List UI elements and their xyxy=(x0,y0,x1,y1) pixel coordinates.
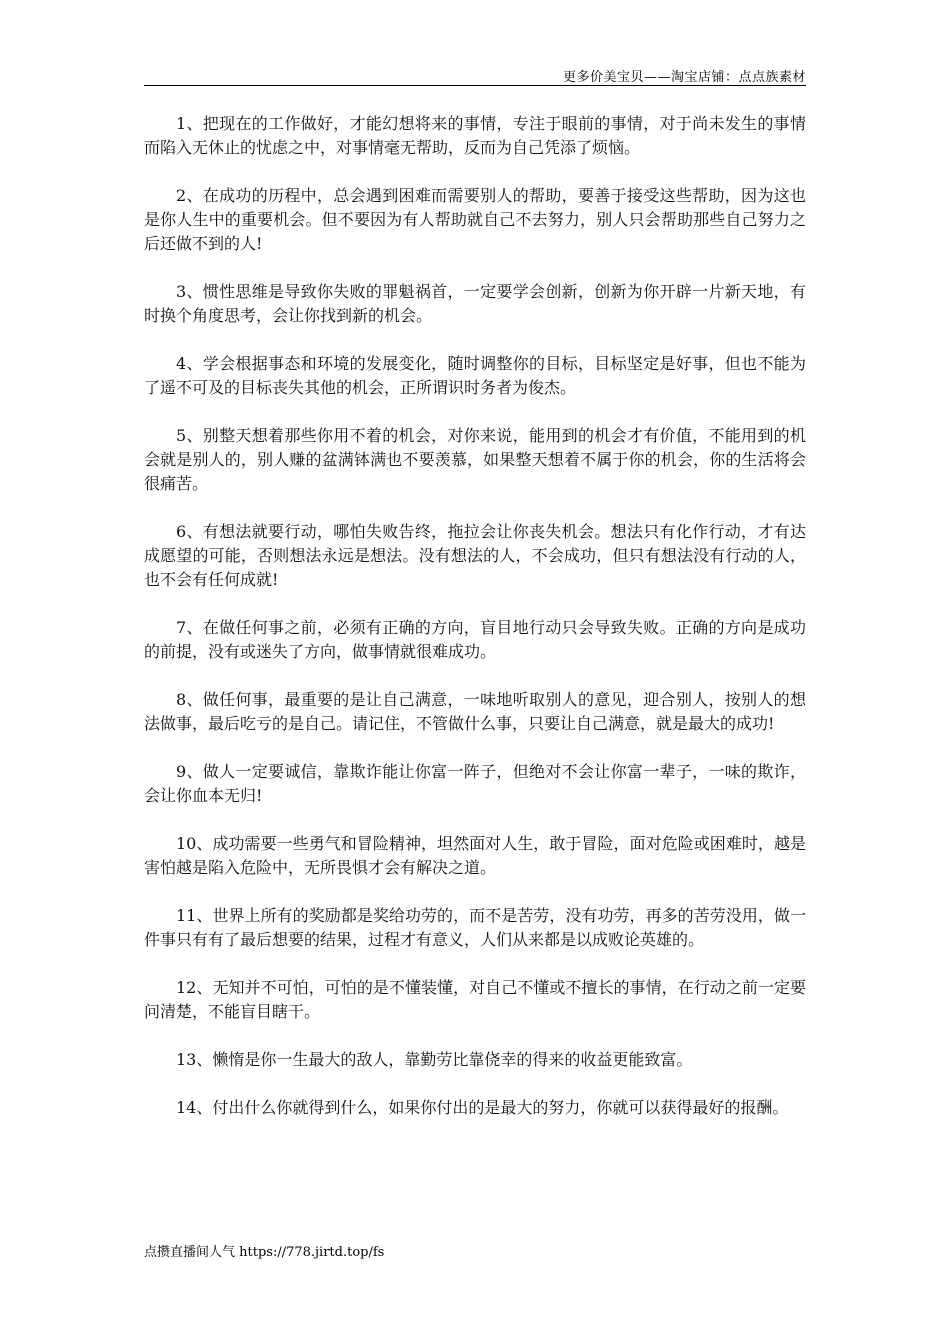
paragraph-3: 3、惯性思维是导致你失败的罪魁祸首，一定要学会创新，创新为你开辟一片新天地，有时换个角度思考，会让你找到新的机会。 xyxy=(144,282,806,325)
paragraph-13: 13、懒惰是你一生最大的敌人，靠勤劳比靠侥幸的得来的收益更能致富。 xyxy=(176,1050,693,1069)
paragraph-10: 10、成功需要一些勇气和冒险精神，坦然面对人生，敢于冒险，面对危险或困难时，越是害怕越是陷入危险中，无所畏惧才会有解决之道。 xyxy=(144,834,806,877)
paragraph-12: 12、无知并不可怕，可怕的是不懂装懂，对自己不懂或不擅长的事情，在行动之前一定要问清楚，不能盲目瞎干。 xyxy=(144,978,806,1021)
paragraph-8: 8、做任何事，最重要的是让自己满意，一味地听取别人的意见，迎合别人，按别人的想法做事，最后吃亏的是自己。请记住，不管做什么事，只要让自己满意，就是最大的成功! xyxy=(144,690,806,733)
paragraph-6: 6、有想法就要行动，哪怕失败告终，拖拉会让你丧失机会。想法只有化作行动，才有达成愿望的可能，否则想法永远是想法。没有想法的人，不会成功，但只有想法没有行动的人，也不会有任何成就! xyxy=(144,522,806,589)
header-divider xyxy=(144,85,806,86)
page-header: 更多价美宝贝——淘宝店铺：点点族素材 xyxy=(562,70,806,85)
paragraph-2: 2、在成功的历程中，总会遇到困难而需要别人的帮助，要善于接受这些帮助，因为这也是你人生中的重要机会。但不要因为有人帮助就自己不去努力，别人只会帮助那些自己努力之后还做不到的人! xyxy=(144,186,806,253)
page-footer: 点攒直播间人气 https://778.jirtd.top/fs xyxy=(144,1245,385,1260)
document-body xyxy=(144,112,806,1144)
paragraph-11: 11、世界上所有的奖励都是奖给功劳的，而不是苦劳，没有功劳，再多的苦劳没用，做一件事只有有了最后想要的结果，过程才有意义，人们从来都是以成败论英雄的。 xyxy=(144,906,806,949)
paragraph-4: 4、学会根据事态和环境的发展变化，随时调整你的目标，目标坚定是好事，但也不能为了遥不可及的目标丧失其他的机会，正所谓识时务者为俊杰。 xyxy=(144,354,806,397)
paragraph-7: 7、在做任何事之前，必须有正确的方向，盲目地行动只会导致失败。正确的方向是成功的前提，没有或迷失了方向，做事情就很难成功。 xyxy=(144,618,806,661)
paragraph-14: 14、付出什么你就得到什么，如果你付出的是最大的努力，你就可以获得最好的报酬。 xyxy=(176,1098,789,1117)
paragraph-5: 5、别整天想着那些你用不着的机会，对你来说，能用到的机会才有价值，不能用到的机会就是别人的，别人赚的盆满钵满也不要羡慕，如果整天想着不属于你的机会，你的生活将会很痛苦。 xyxy=(144,426,806,493)
paragraph-1: 1、把现在的工作做好，才能幻想将来的事情，专注于眼前的事情，对于尚未发生的事情而陷入无休止的忧虑之中，对事情毫无帮助，反而为自己凭添了烦恼。 xyxy=(144,114,806,157)
paragraph-9: 9、做人一定要诚信，靠欺诈能让你富一阵子，但绝对不会让你富一辈子，一味的欺诈，会让你血本无归! xyxy=(144,762,806,805)
